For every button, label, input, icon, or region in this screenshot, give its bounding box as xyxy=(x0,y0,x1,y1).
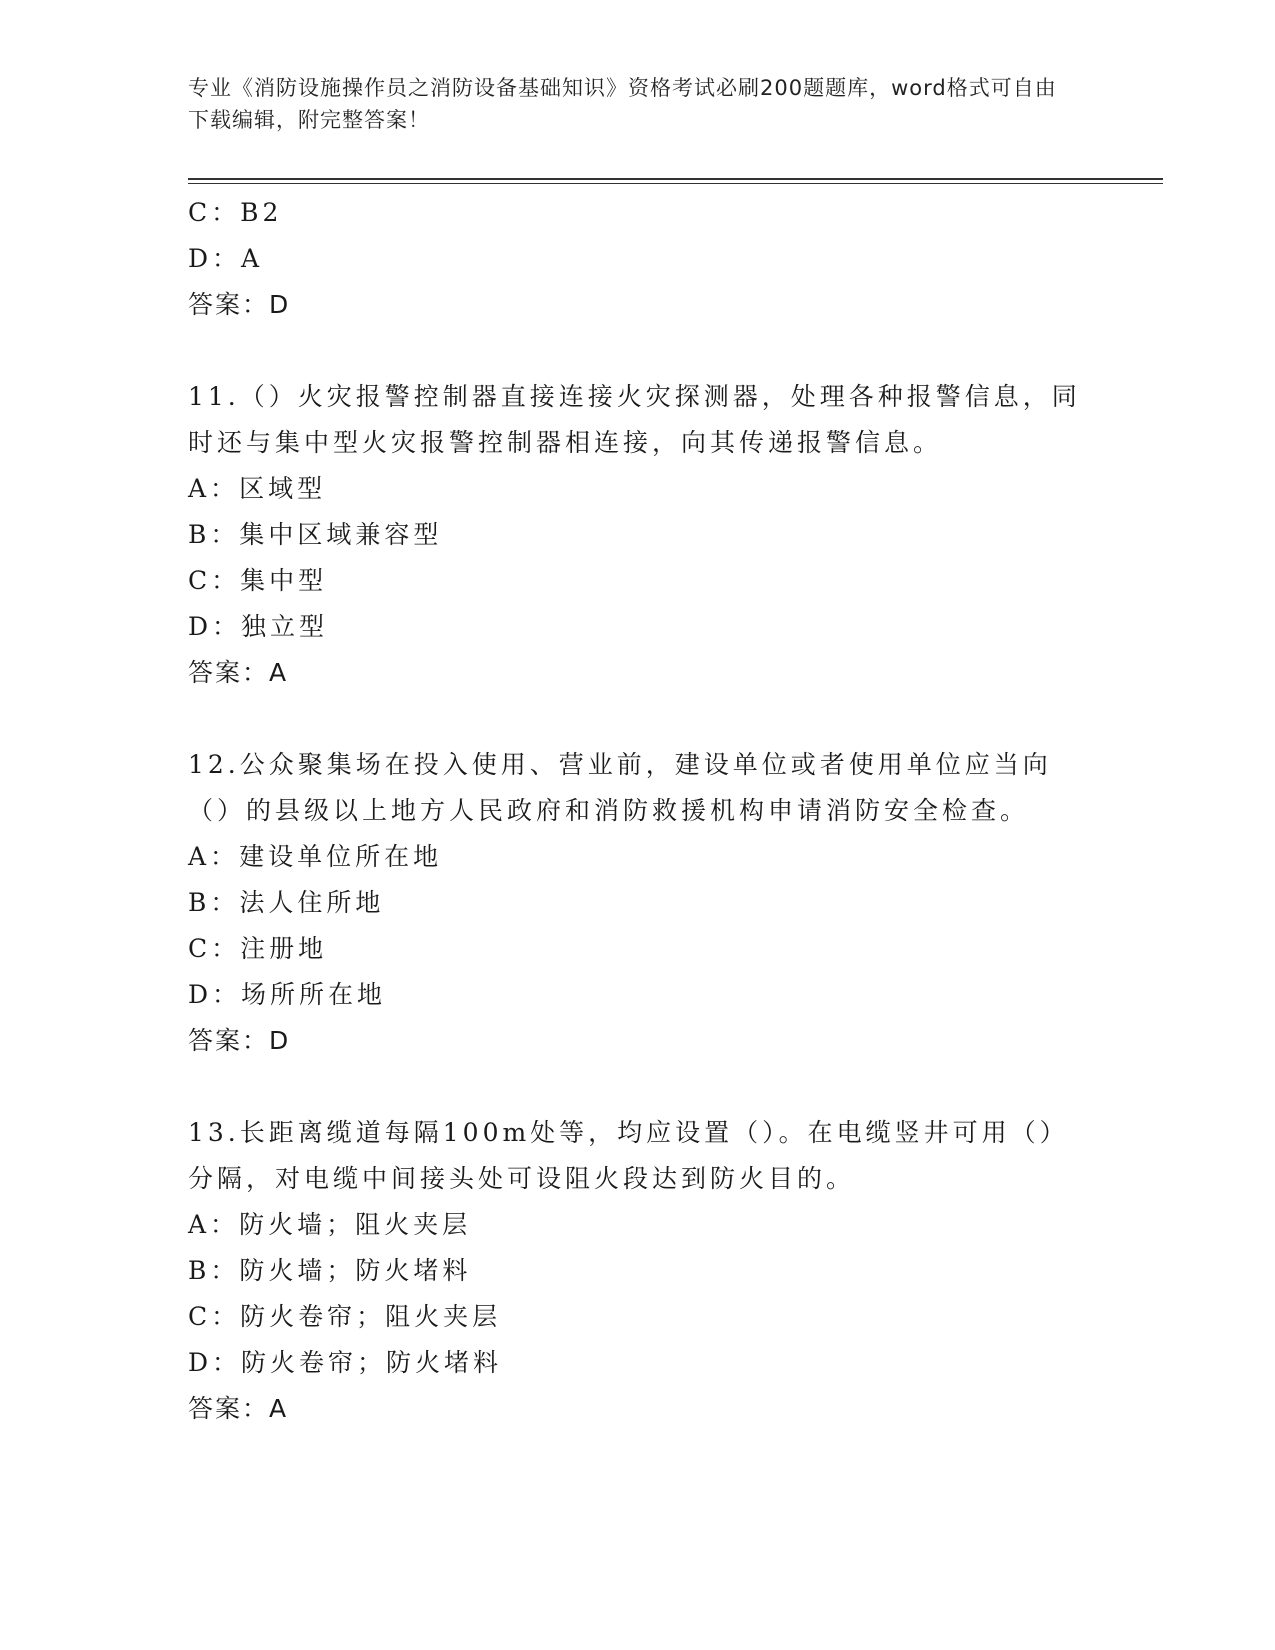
option-text: 法人住所地 xyxy=(239,888,385,917)
option-c xyxy=(188,190,1088,236)
option-text: 建设单位所在地 xyxy=(239,842,443,871)
option-key: A： xyxy=(188,474,240,503)
option-a xyxy=(188,1202,1088,1248)
option-key: C： xyxy=(188,1302,241,1331)
option-text: 防火卷帘；阻火夹层 xyxy=(240,1302,502,1331)
option-c xyxy=(188,558,1088,604)
option-d xyxy=(188,972,1088,1018)
option-text: 防火墙；防火堵料 xyxy=(239,1256,472,1285)
option-d xyxy=(188,1340,1088,1386)
option-text: B2 xyxy=(240,198,283,227)
answer-line xyxy=(188,1018,1088,1064)
question-stem: 13.长距离缆道每隔100m处等，均应设置（）。在电缆竖井可用（）分隔，对电缆中间接头处可设阻火段达到防火目的。 xyxy=(188,1118,1069,1193)
question-11 xyxy=(188,374,1088,696)
answer-value: A xyxy=(269,658,289,687)
spacer xyxy=(188,696,1088,742)
option-key: D： xyxy=(188,244,242,273)
option-key: B： xyxy=(188,520,240,549)
option-key: A： xyxy=(188,842,240,871)
answer-value: D xyxy=(269,290,291,319)
question-stem: 12.公众聚集场在投入使用、营业前，建设单位或者使用单位应当向（）的县级以上地方人民政府和消防救援机构申请消防安全检查。 xyxy=(188,750,1052,825)
answer-line xyxy=(188,1386,1088,1432)
question-13 xyxy=(188,1110,1088,1432)
document-body xyxy=(188,190,1088,1432)
option-text: 防火卷帘；防火堵料 xyxy=(241,1348,503,1377)
option-a xyxy=(188,834,1088,880)
option-c xyxy=(188,1294,1088,1340)
header-divider-thin xyxy=(188,183,1163,184)
option-key: C： xyxy=(188,566,241,595)
answer-line xyxy=(188,650,1088,696)
option-text: 场所所在地 xyxy=(241,980,387,1009)
option-text: 防火墙；阻火夹层 xyxy=(239,1210,472,1239)
header-divider-thick xyxy=(188,178,1163,180)
answer-value: A xyxy=(269,1394,289,1423)
option-c xyxy=(188,926,1088,972)
option-b xyxy=(188,512,1088,558)
option-d xyxy=(188,236,1088,282)
spacer xyxy=(188,328,1088,374)
answer-label: 答案： xyxy=(188,658,270,687)
option-text: 区域型 xyxy=(239,474,327,503)
option-key: B： xyxy=(188,888,240,917)
answer-line xyxy=(188,282,1088,328)
option-a xyxy=(188,466,1088,512)
option-text: 集中区域兼容型 xyxy=(239,520,443,549)
option-b xyxy=(188,880,1088,926)
answer-label: 答案： xyxy=(188,1394,270,1423)
option-text: 注册地 xyxy=(240,934,328,963)
question-12 xyxy=(188,742,1088,1064)
option-b xyxy=(188,1248,1088,1294)
answer-value: D xyxy=(269,1026,291,1055)
previous-question-tail xyxy=(188,190,1088,328)
option-key: D： xyxy=(188,980,242,1009)
option-text: A xyxy=(241,244,264,273)
document-header: 专业《消防设施操作员之消防设备基础知识》资格考试必刷200题题库，word格式可自由下载编辑，附完整答案！ xyxy=(188,76,1057,132)
answer-label: 答案： xyxy=(188,1026,270,1055)
answer-label: 答案： xyxy=(188,290,270,319)
option-key: C： xyxy=(188,198,241,227)
option-key: D： xyxy=(188,612,242,641)
option-key: C： xyxy=(188,934,241,963)
option-key: D： xyxy=(188,1348,242,1377)
option-key: B： xyxy=(188,1256,240,1285)
option-text: 独立型 xyxy=(241,612,329,641)
option-text: 集中型 xyxy=(240,566,328,595)
question-stem: 11.（）火灾报警控制器直接连接火灾探测器，处理各种报警信息，同时还与集中型火灾报警控制器相连接，向其传递报警信息。 xyxy=(188,382,1081,457)
spacer xyxy=(188,1064,1088,1110)
option-key: A： xyxy=(188,1210,240,1239)
option-d xyxy=(188,604,1088,650)
